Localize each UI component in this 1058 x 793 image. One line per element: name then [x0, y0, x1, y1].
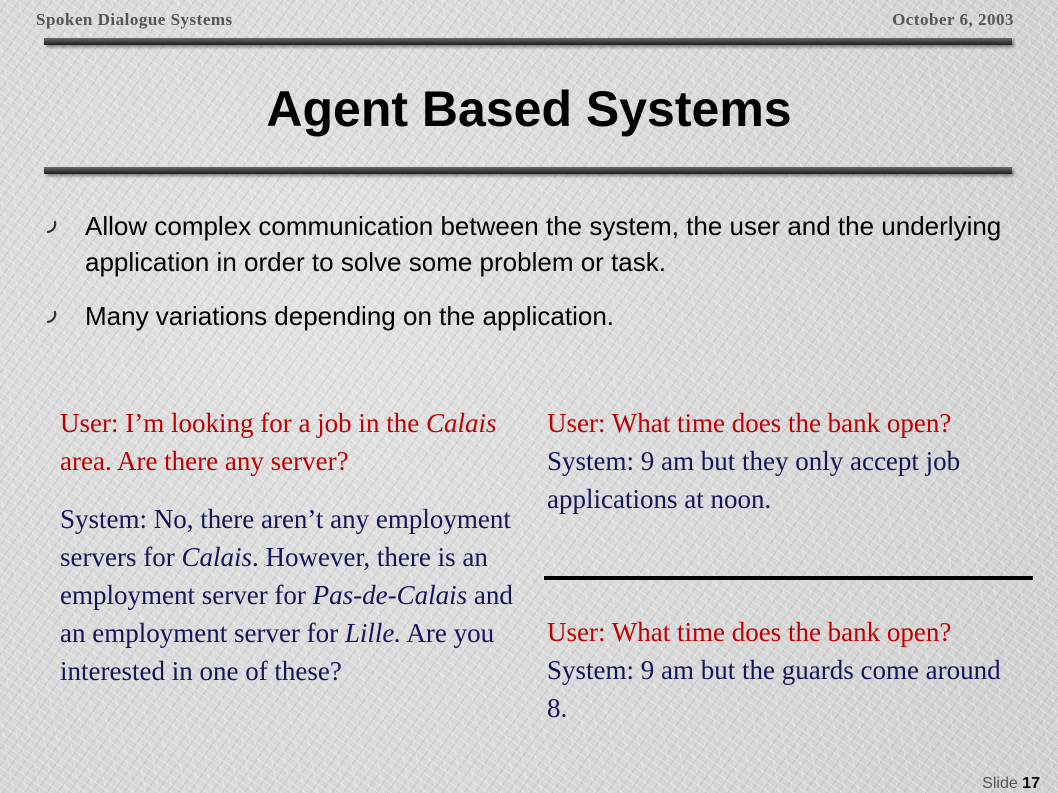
place-name: Pas-de-Calais: [312, 580, 468, 610]
system-text: and an employment server for: [60, 580, 513, 648]
bullet-icon: [44, 219, 60, 235]
slide-number-value: 17: [1022, 775, 1040, 792]
user-text: area. Are there any server?: [60, 446, 349, 476]
right-dialogue-bottom: [547, 613, 1027, 727]
bullet-list: [44, 208, 1034, 352]
bullet-text: Many variations depending on the application.: [85, 301, 615, 331]
user-utterance: User: What time does the bank open?: [547, 408, 952, 438]
slide-number: [982, 775, 1040, 793]
place-name: Calais: [425, 408, 497, 438]
slide-title: Agent Based Systems: [266, 81, 792, 137]
top-divider: [44, 38, 1012, 45]
system-utterance: [60, 500, 520, 690]
system-utterance: System: 9 am but they only accept job applications at noon.: [547, 446, 961, 514]
dialogue-divider: [544, 576, 1033, 580]
system-text: . However, there is an employment server for: [60, 542, 488, 610]
header-date: October 6, 2003: [892, 10, 1014, 29]
right-dialogue-top: [547, 404, 1017, 518]
system-utterance: System: 9 am but the guards come around 8.: [547, 655, 1001, 723]
bullet-item: [44, 298, 1034, 334]
left-dialogue: [60, 404, 520, 690]
user-utterance: User: What time does the bank open?: [547, 617, 952, 647]
system-text: Are you interested in one of these?: [60, 618, 495, 686]
slide-label: Slide: [982, 775, 1018, 792]
system-text: System: No, there aren’t any employment servers for: [60, 504, 511, 572]
header-course-title: Spoken Dialogue Systems: [36, 10, 233, 29]
place-name: Calais: [181, 542, 252, 572]
bullet-item: [44, 208, 1034, 280]
user-text: User: I’m looking for a job in the: [60, 408, 426, 438]
bullet-text: Allow complex communication between the system, the user and the underlying application in order to solve some problem or task.: [85, 211, 1002, 277]
title-divider: [44, 167, 1012, 174]
user-utterance: [60, 404, 520, 480]
bullet-icon: [44, 309, 60, 325]
place-name: Lille.: [344, 618, 402, 648]
